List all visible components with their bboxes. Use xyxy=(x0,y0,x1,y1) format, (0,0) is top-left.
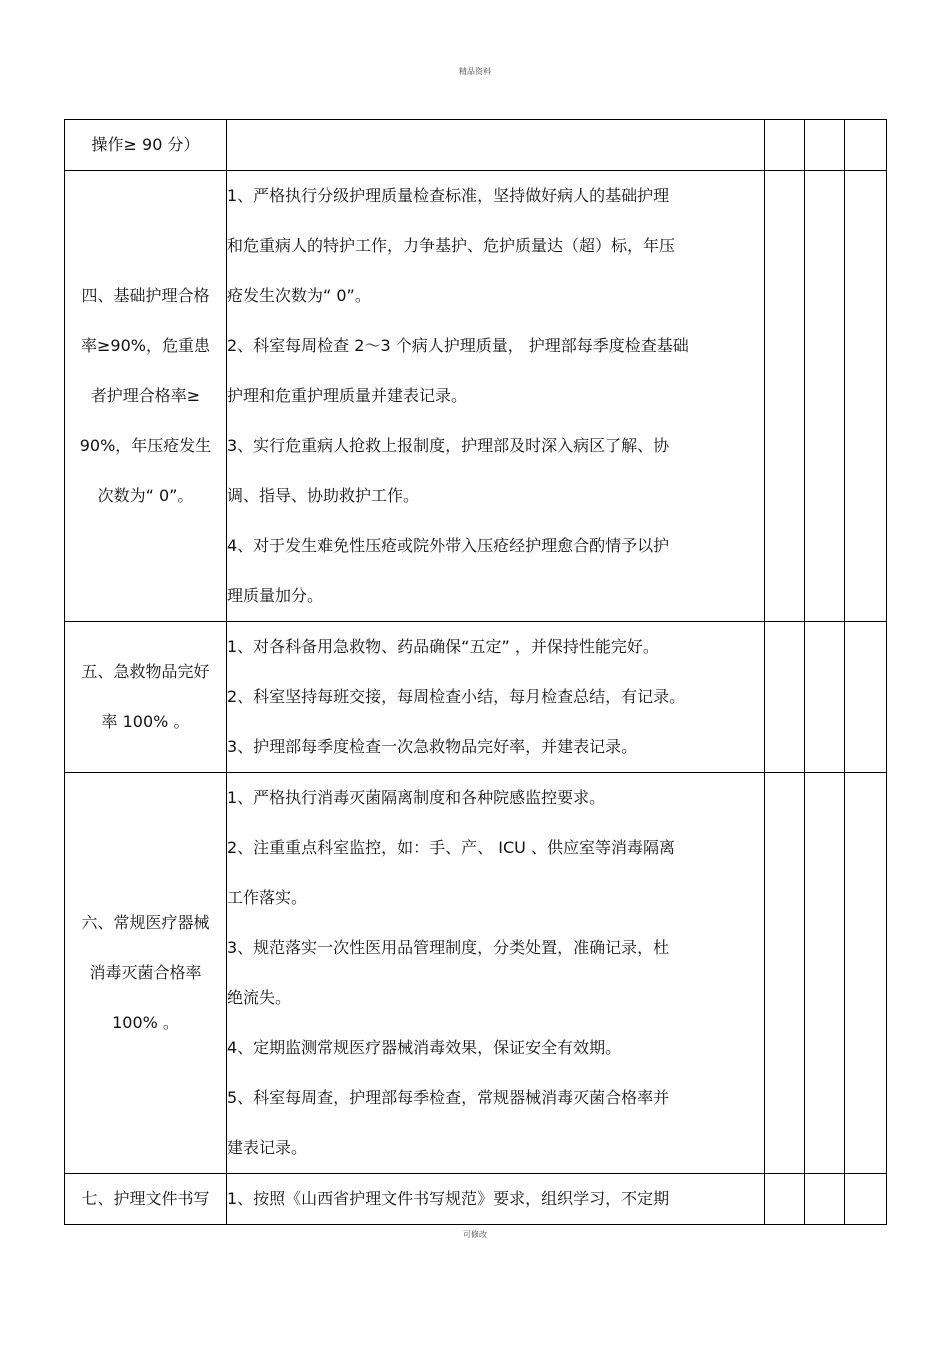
criterion-text: 次数为“ 0”。 xyxy=(97,486,194,505)
measure-line: 3、护理部每季度检查一次急救物品完好率，并建表记录。 xyxy=(227,737,638,756)
measure-line: 5、科室每周查，护理部每季检查，常规器械消毒灭菌合格率并 xyxy=(227,1088,670,1107)
score-cell xyxy=(805,773,845,1174)
table-row xyxy=(65,622,887,773)
measure-line: 2、科室每周检查 2～3 个病人护理质量， 护理部每季度检查基础 xyxy=(227,336,689,355)
criterion-text: 四、基础护理合格 xyxy=(81,286,210,305)
measure-line: 理质量加分。 xyxy=(227,586,324,605)
score-cell xyxy=(805,1174,845,1225)
measure-line: 4、定期监测常规医疗器械消毒效果，保证安全有效期。 xyxy=(227,1038,622,1057)
criterion-cell xyxy=(65,171,227,622)
measure-line: 护理和危重护理质量并建表记录。 xyxy=(227,386,468,405)
score-cell xyxy=(845,773,887,1174)
criterion-cell xyxy=(65,622,227,773)
score-cell xyxy=(845,171,887,622)
measure-line: 和危重病人的特护工作，力争基护、危护质量达（超）标，年压 xyxy=(227,236,676,255)
score-cell xyxy=(805,171,845,622)
measure-line: 2、科室坚持每班交接，每周检查小结，每月检查总结，有记录。 xyxy=(227,687,686,706)
score-cell xyxy=(845,120,887,171)
measures-cell xyxy=(227,1174,765,1225)
table-row xyxy=(65,171,887,622)
criterion-cell xyxy=(65,120,227,171)
criterion-text: 七、护理文件书写 xyxy=(81,1189,210,1208)
score-cell xyxy=(765,622,805,773)
score-cell xyxy=(765,773,805,1174)
measure-line: 4、对于发生难免性压疮或院外带入压疮经护理愈合酌情予以护 xyxy=(227,536,670,555)
measure-line: 建表记录。 xyxy=(227,1138,308,1157)
page-header: 精品资料 xyxy=(459,67,491,76)
table-row xyxy=(65,773,887,1174)
score-cell xyxy=(765,1174,805,1225)
measure-line: 疮发生次数为“ 0”。 xyxy=(227,286,371,305)
criterion-text: 五、急救物品完好 xyxy=(81,662,210,681)
score-cell xyxy=(765,120,805,171)
criterion-text: 六、常规医疗器械 xyxy=(81,913,210,932)
measure-line: 2、注重重点科室监控，如：手、产、 ICU 、供应室等消毒隔离 xyxy=(227,838,675,857)
measure-line: 1、严格执行分级护理质量检查标准，坚持做好病人的基础护理 xyxy=(227,186,670,205)
criterion-text: 者护理合格率≥ xyxy=(90,386,201,405)
table-row xyxy=(65,120,887,171)
nursing-quality-table xyxy=(64,119,887,1225)
criterion-text: 率 100% 。 xyxy=(101,712,190,731)
score-cell xyxy=(765,171,805,622)
page-footer: 可修改 xyxy=(463,1230,487,1239)
measures-cell xyxy=(227,171,765,622)
measure-line: 1、严格执行消毒灭菌隔离制度和各种院感监控要求。 xyxy=(227,788,606,807)
criterion-text: 消毒灭菌合格率 xyxy=(89,963,202,982)
measures-cell xyxy=(227,622,765,773)
score-cell xyxy=(845,622,887,773)
criterion-text: 操作≥ 90 分） xyxy=(91,135,200,154)
table-row xyxy=(65,1174,887,1225)
criterion-cell xyxy=(65,1174,227,1225)
score-cell xyxy=(805,622,845,773)
measure-line: 1、按照《山西省护理文件书写规范》要求，组织学习，不定期 xyxy=(227,1189,670,1208)
measure-line: 绝流失。 xyxy=(227,988,292,1007)
criterion-text: 率≥90%，危重患 xyxy=(81,336,210,355)
measure-line: 调、指导、协助救护工作。 xyxy=(227,486,420,505)
measure-line: 3、规范落实一次性医用品管理制度，分类处置，准确记录，杜 xyxy=(227,938,670,957)
measure-line: 工作落实。 xyxy=(227,888,308,907)
criterion-text: 100% 。 xyxy=(112,1013,179,1032)
score-cell xyxy=(845,1174,887,1225)
measure-line: 3、实行危重病人抢救上报制度，护理部及时深入病区了解、协 xyxy=(227,436,670,455)
criterion-cell xyxy=(65,773,227,1174)
measures-cell xyxy=(227,773,765,1174)
measures-cell xyxy=(227,120,765,171)
measure-line: 1、对各科备用急救物、药品确保“五定” ，并保持性能完好。 xyxy=(227,637,659,656)
criterion-text: 90%，年压疮发生 xyxy=(79,436,212,455)
score-cell xyxy=(805,120,845,171)
